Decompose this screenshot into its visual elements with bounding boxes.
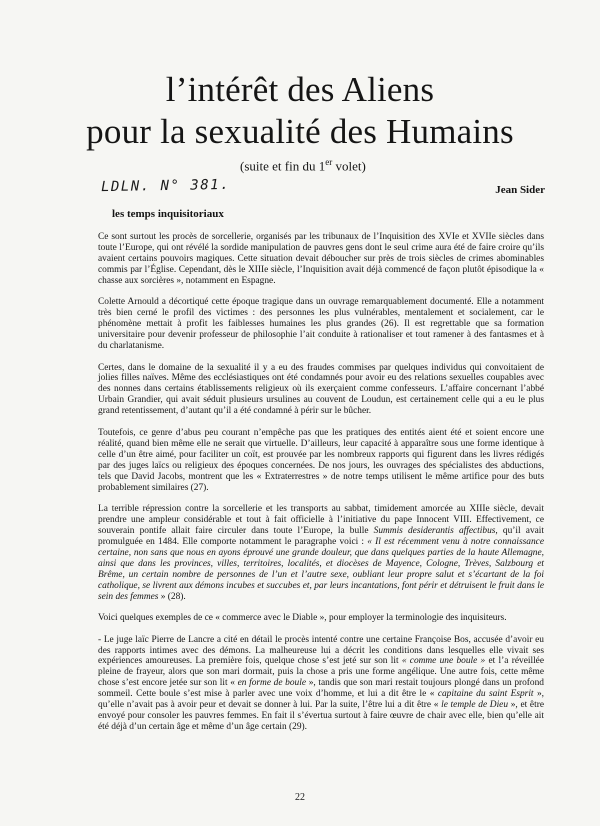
paragraph-4: Toutefois, ce genre d’abus peu courant n’empêche pas que les pratiques des entités aient été et soient encore une réalité, quand bien même elle ne serait que virtuelle. D’ailleurs, leur capacité à apparaître sous une forme identique à celle d’un être aimé, pour faciliter un coït, est prouvée par les nombreux rapports qui figurent dans les livres rédigés par des juges laïcs ou religieux des époques concernées. De nos jours, les ouvrages des spécialistes des abductions, tels que David Jacobs, montrent que les « Extraterrestres » de notre temps utilisent le même artifice pour des buts probablement similaires (27). (98, 427, 544, 493)
author-name: Jean Sider (495, 184, 545, 196)
page-number: 22 (295, 792, 305, 803)
article-body (98, 232, 544, 744)
paragraph-7: - Le juge laïc Pierre de Lancre a cité en détail le procès intenté contre une certaine Françoise Bos, accusée d’avoir eu des rapports intimes avec des démons. La malheureuse lui a décrit les conditions dans lesquelles elle vivait ses expériences amoureuses. La première fois, quelque chose s’est jeté sur son lit « comme une boule » et l’a réveillée pleine de frayeur, alors que son mari dormait, puis la chose a pris une forme angélique. Une autre fois, cette même chose s’est encore jetée sur son lit « en forme de boule », tandis que son mari restait toujours plongé dans un profond sommeil. Cette boule s’est mise à parler avec une voix d’homme, et lui a dit être le « capitaine du saint Esprit », qu’elle n’avait pas à avoir peur et devait se donner à lui. Par la suite, l’être lui a dit être « le temple de Dieu », et être envoyé pour consoler les pauvres femmes. En fait il s’évertua surtout à faire œuvre de chair avec elle, bien qu’elle ait été déjà d’un certain âge et même d’un âge certain (29). (98, 634, 545, 733)
paragraph-1: Ce sont surtout les procès de sorcellerie, organisés par les tribunaux de l’Inquisition des XVIe et XVIIe siècles dans toute l’Europe, qui ont révélé la sordide manipulation de pauvres gens dont le seul crime aura été de faire croire qu’ils avaient certains pouvoirs magiques. Cette situation devait déboucher sur près de trois siècles de crimes abominables commis par l’Église. Cependant, dès le XIIIe siècle, l’Inquisition avait déjà commencé de façon plutôt épisodique la « chasse aux sorcières », notamment en Espagne. (98, 232, 544, 286)
paragraph-2: Colette Arnould a décortiqué cette époque tragique dans un ouvrage remarquablement documenté. Elle a notamment très bien cerné le profil des victimes : des personnes les plus vulnérables, mentalement et socialement, car le phénomène mettait à profit les faiblesses humaines les plus grandes (26). Il est regrettable que sa formation universitaire pour devenir professeur de philosophie l’ait conduite à rationaliser et tout ramener à des fantasmes et à du charlatanisme. (98, 297, 544, 352)
paragraph-5: La terrible répression contre la sorcellerie et les transports au sabbat, timidement amorcée au XIIIe siècle, devait prendre une ampleur considérable et tout à fait officielle à l’initiative du pape Innocent VIII. Effectivement, ce souverain pontife allait faire circuler dans toute l’Europe, la bulle Summis desiderantis affectibus, qu’il avait promulguée en 1484. Elle comporte notamment le paragraphe voici : « Il est récemment venu à notre connaissance certaine, non sans que nous en ayons éprouvé une grande douleur, que dans quelques parties de la haute Allemagne, ainsi que dans les provinces, villes, territoires, localités, et diocèses de Mayence, Cologne, Trèves, Salzbourg et Brême, un certain nombre de personnes de l’un et l’autre sexe, oubliant leur propre salut et s’écartant de la foi catholique, se livrent aux démons incubes et succubes et, par leurs incantations, font périr et détruisent le fruit dans le sein des femmes » (28). (98, 504, 544, 602)
paragraph-3: Certes, dans le domaine de la sexualité il y a eu des fraudes commises par quelques individus qui convoitaient de jolies filles naïves. Même des ecclésiastiques ont été condamnés pour avoir eu des relations sexuelles coupables avec des nonnes dans certains établissements religieux où ils exerçaient comme confesseurs. L’affaire concernant l’abbé Urbain Grandier, qui avait séduit plusieurs ursulines au couvent de Loudun, est certainement celle qui a eu le plus grand retentissement, d’autant qu’il a été condamné à périr sur le bûcher. (98, 362, 544, 417)
article-title-line-1: l’intérêt des Aliens (165, 70, 435, 109)
section-heading: les temps inquisitoriaux (112, 208, 224, 220)
paragraph-6: Voici quelques exemples de ce « commerce avec le Diable », pour employer la terminologie des inquisiteurs. (98, 613, 507, 624)
article-title-line-2: pour la sexualité des Humains (86, 112, 514, 151)
handwritten-annotation: LDLN. N° 381. (100, 176, 231, 196)
article-subtitle: (suite et fin du 1er volet) (240, 157, 366, 174)
